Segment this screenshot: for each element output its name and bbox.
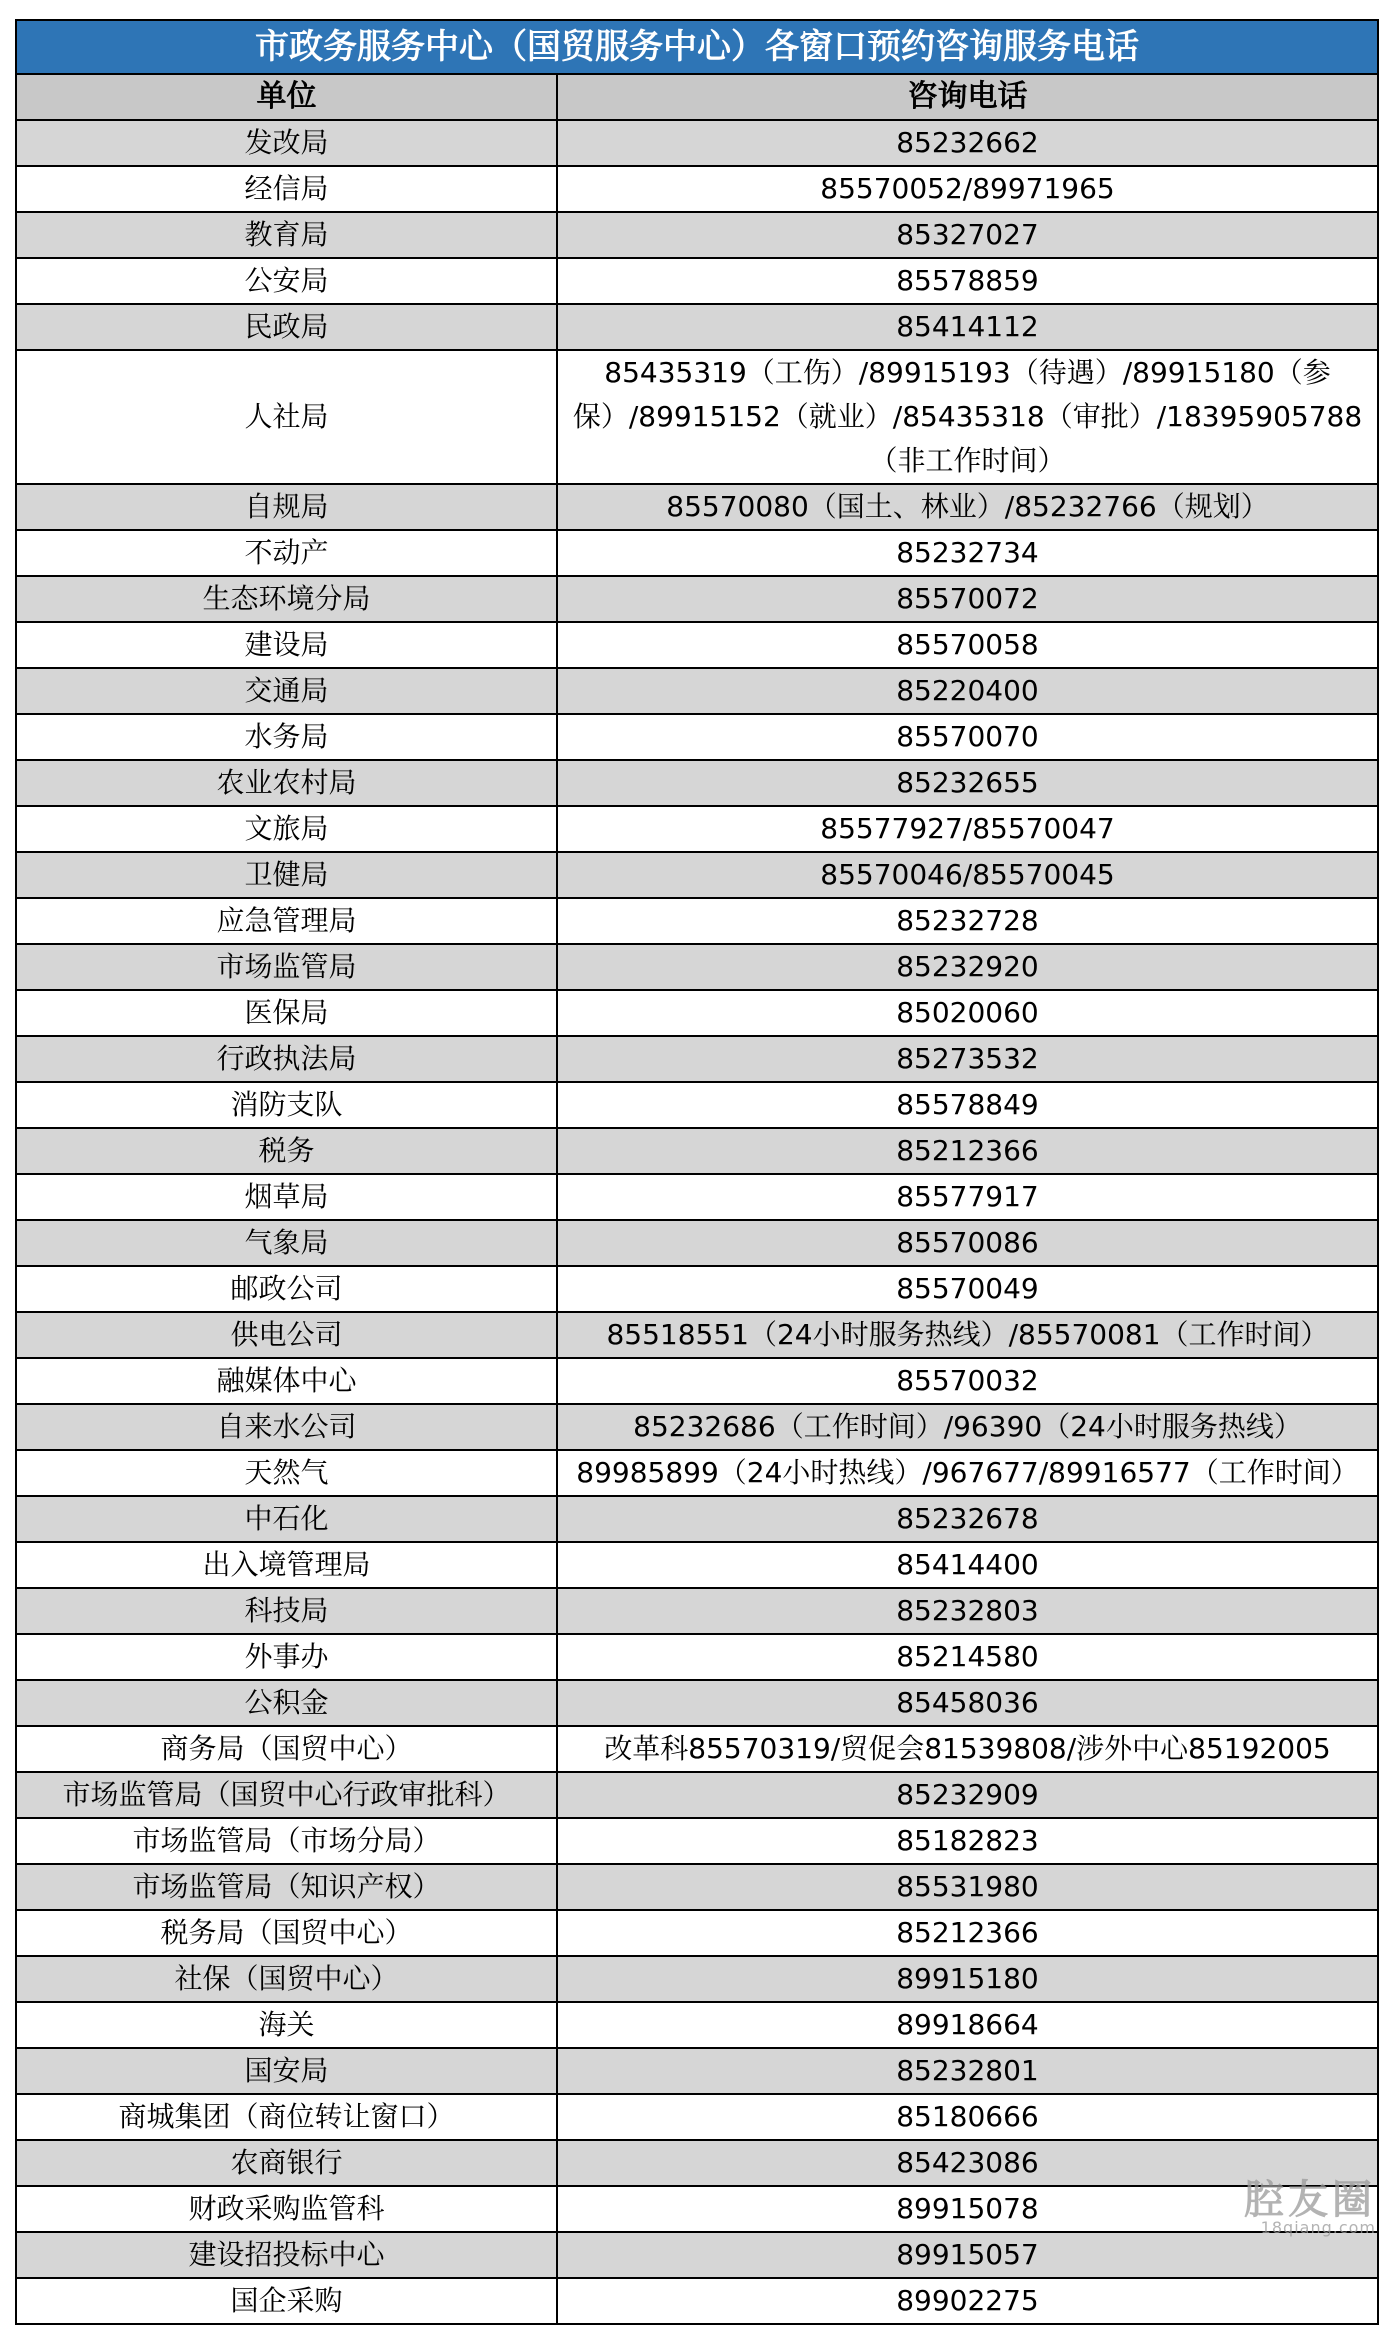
phone-cell: 85212366 bbox=[557, 1910, 1378, 1956]
unit-cell: 公安局 bbox=[16, 258, 557, 304]
phone-cell: 85232801 bbox=[557, 2048, 1378, 2094]
unit-cell: 税务 bbox=[16, 1128, 557, 1174]
phone-cell: 85518551（24小时服务热线）/85570081（工作时间） bbox=[557, 1312, 1378, 1358]
table-row bbox=[16, 484, 1378, 530]
table-row bbox=[16, 350, 1378, 484]
unit-cell: 医保局 bbox=[16, 990, 557, 1036]
unit-cell: 市场监管局（市场分局） bbox=[16, 1818, 557, 1864]
unit-cell: 市场监管局（知识产权） bbox=[16, 1864, 557, 1910]
phone-cell: 85570046/85570045 bbox=[557, 852, 1378, 898]
phone-cell: 改革科85570319/贸促会81539808/涉外中心85192005 bbox=[557, 1726, 1378, 1772]
table-row bbox=[16, 1312, 1378, 1358]
phone-cell: 85577917 bbox=[557, 1174, 1378, 1220]
table-row bbox=[16, 2278, 1378, 2324]
table-row bbox=[16, 1128, 1378, 1174]
unit-cell: 民政局 bbox=[16, 304, 557, 350]
table-row bbox=[16, 1910, 1378, 1956]
phone-cell: 85180666 bbox=[557, 2094, 1378, 2140]
table-row bbox=[16, 304, 1378, 350]
table-row bbox=[16, 576, 1378, 622]
unit-cell: 自来水公司 bbox=[16, 1404, 557, 1450]
phone-cell: 85458036 bbox=[557, 1680, 1378, 1726]
table-row bbox=[16, 1036, 1378, 1082]
phone-cell: 85232909 bbox=[557, 1772, 1378, 1818]
table-row bbox=[16, 258, 1378, 304]
table-row bbox=[16, 806, 1378, 852]
phone-cell: 85577927/85570047 bbox=[557, 806, 1378, 852]
table-row bbox=[16, 1404, 1378, 1450]
unit-cell: 农商银行 bbox=[16, 2140, 557, 2186]
table-row bbox=[16, 1680, 1378, 1726]
unit-cell: 天然气 bbox=[16, 1450, 557, 1496]
unit-cell: 社保（国贸中心） bbox=[16, 1956, 557, 2002]
table-row bbox=[16, 1496, 1378, 1542]
table-row bbox=[16, 2094, 1378, 2140]
table-row bbox=[16, 1542, 1378, 1588]
unit-cell: 交通局 bbox=[16, 668, 557, 714]
watermark-logo: 腔友圈 bbox=[1244, 2177, 1376, 2223]
table-row bbox=[16, 714, 1378, 760]
table-row bbox=[16, 668, 1378, 714]
table-row bbox=[16, 1864, 1378, 1910]
title-row bbox=[16, 20, 1378, 74]
table-row bbox=[16, 1772, 1378, 1818]
phone-cell: 85232728 bbox=[557, 898, 1378, 944]
phone-cell: 85570070 bbox=[557, 714, 1378, 760]
phone-cell: 85578859 bbox=[557, 258, 1378, 304]
table-title: 市政务服务中心（国贸服务中心）各窗口预约咨询服务电话 bbox=[16, 20, 1378, 74]
unit-cell: 市场监管局（国贸中心行政审批科） bbox=[16, 1772, 557, 1818]
unit-cell: 文旅局 bbox=[16, 806, 557, 852]
unit-cell: 外事办 bbox=[16, 1634, 557, 1680]
phone-cell: 85220400 bbox=[557, 668, 1378, 714]
phone-directory-table bbox=[15, 19, 1379, 2325]
phone-cell: 85570052/89971965 bbox=[557, 166, 1378, 212]
phone-cell: 85327027 bbox=[557, 212, 1378, 258]
table-row bbox=[16, 1358, 1378, 1404]
unit-cell: 消防支队 bbox=[16, 1082, 557, 1128]
table-row bbox=[16, 1266, 1378, 1312]
table-row bbox=[16, 1634, 1378, 1680]
unit-cell: 海关 bbox=[16, 2002, 557, 2048]
unit-cell: 自规局 bbox=[16, 484, 557, 530]
table-row bbox=[16, 1956, 1378, 2002]
table-row bbox=[16, 944, 1378, 990]
unit-cell: 烟草局 bbox=[16, 1174, 557, 1220]
phone-cell: 85182823 bbox=[557, 1818, 1378, 1864]
unit-cell: 公积金 bbox=[16, 1680, 557, 1726]
phone-cell: 85232662 bbox=[557, 120, 1378, 166]
table-row bbox=[16, 2186, 1378, 2232]
unit-cell: 邮政公司 bbox=[16, 1266, 557, 1312]
table-row bbox=[16, 2002, 1378, 2048]
phone-cell: 89915180 bbox=[557, 1956, 1378, 2002]
phone-cell: 89915057 bbox=[557, 2232, 1378, 2278]
unit-cell: 国安局 bbox=[16, 2048, 557, 2094]
table-body bbox=[16, 20, 1378, 2324]
phone-cell: 85531980 bbox=[557, 1864, 1378, 1910]
unit-cell: 商城集团（商位转让窗口） bbox=[16, 2094, 557, 2140]
table-row bbox=[16, 1174, 1378, 1220]
unit-cell: 生态环境分局 bbox=[16, 576, 557, 622]
unit-cell: 市场监管局 bbox=[16, 944, 557, 990]
unit-cell: 发改局 bbox=[16, 120, 557, 166]
unit-cell: 水务局 bbox=[16, 714, 557, 760]
phone-cell: 85232686（工作时间）/96390（24小时服务热线） bbox=[557, 1404, 1378, 1450]
phone-cell: 85570032 bbox=[557, 1358, 1378, 1404]
phone-cell: 85273532 bbox=[557, 1036, 1378, 1082]
phone-directory-sheet bbox=[15, 19, 1377, 2325]
watermark-domain: 18qiang.com bbox=[1260, 2218, 1376, 2237]
unit-cell: 卫健局 bbox=[16, 852, 557, 898]
table-row bbox=[16, 530, 1378, 576]
phone-cell: 85414400 bbox=[557, 1542, 1378, 1588]
phone-cell: 89902275 bbox=[557, 2278, 1378, 2324]
table-row bbox=[16, 1220, 1378, 1266]
phone-cell: 85578849 bbox=[557, 1082, 1378, 1128]
phone-cell: 85232655 bbox=[557, 760, 1378, 806]
header-row bbox=[16, 74, 1378, 120]
table-row bbox=[16, 1726, 1378, 1772]
phone-cell: 85570080（国土、林业）/85232766（规划） bbox=[557, 484, 1378, 530]
table-row bbox=[16, 2140, 1378, 2186]
unit-cell: 税务局（国贸中心） bbox=[16, 1910, 557, 1956]
phone-cell: 85232803 bbox=[557, 1588, 1378, 1634]
unit-cell: 农业农村局 bbox=[16, 760, 557, 806]
phone-cell: 85232920 bbox=[557, 944, 1378, 990]
table-row bbox=[16, 760, 1378, 806]
phone-cell: 85020060 bbox=[557, 990, 1378, 1036]
phone-cell: 85570058 bbox=[557, 622, 1378, 668]
phone-cell: 89915078 bbox=[557, 2186, 1378, 2232]
table-row bbox=[16, 898, 1378, 944]
phone-cell: 85570086 bbox=[557, 1220, 1378, 1266]
unit-cell: 不动产 bbox=[16, 530, 557, 576]
table-row bbox=[16, 1082, 1378, 1128]
unit-cell: 经信局 bbox=[16, 166, 557, 212]
table-row bbox=[16, 1588, 1378, 1634]
phone-cell: 85232734 bbox=[557, 530, 1378, 576]
phone-cell: 89918664 bbox=[557, 2002, 1378, 2048]
phone-cell: 85570072 bbox=[557, 576, 1378, 622]
phone-cell: 85214580 bbox=[557, 1634, 1378, 1680]
table-row bbox=[16, 852, 1378, 898]
header-unit: 单位 bbox=[16, 74, 557, 120]
unit-cell: 中石化 bbox=[16, 1496, 557, 1542]
table-row bbox=[16, 1450, 1378, 1496]
table-row bbox=[16, 166, 1378, 212]
unit-cell: 建设局 bbox=[16, 622, 557, 668]
phone-cell: 89985899（24小时热线）/967677/89916577（工作时间） bbox=[557, 1450, 1378, 1496]
unit-cell: 教育局 bbox=[16, 212, 557, 258]
table-row bbox=[16, 2048, 1378, 2094]
phone-cell: 85435319（工伤）/89915193（待遇）/89915180（参保）/89915152（就业）/85435318（审批）/18395905788（非工作时间） bbox=[557, 350, 1378, 484]
site-watermark bbox=[1244, 2177, 1376, 2237]
table-row bbox=[16, 990, 1378, 1036]
unit-cell: 融媒体中心 bbox=[16, 1358, 557, 1404]
unit-cell: 建设招投标中心 bbox=[16, 2232, 557, 2278]
unit-cell: 财政采购监管科 bbox=[16, 2186, 557, 2232]
unit-cell: 应急管理局 bbox=[16, 898, 557, 944]
phone-cell: 85414112 bbox=[557, 304, 1378, 350]
phone-cell: 85212366 bbox=[557, 1128, 1378, 1174]
unit-cell: 人社局 bbox=[16, 350, 557, 484]
table-row bbox=[16, 622, 1378, 668]
header-phone: 咨询电话 bbox=[557, 74, 1378, 120]
unit-cell: 商务局（国贸中心） bbox=[16, 1726, 557, 1772]
phone-cell: 85570049 bbox=[557, 1266, 1378, 1312]
phone-cell: 85423086 bbox=[557, 2140, 1378, 2186]
table-row bbox=[16, 1818, 1378, 1864]
unit-cell: 气象局 bbox=[16, 1220, 557, 1266]
unit-cell: 科技局 bbox=[16, 1588, 557, 1634]
phone-cell: 85232678 bbox=[557, 1496, 1378, 1542]
unit-cell: 国企采购 bbox=[16, 2278, 557, 2324]
table-row bbox=[16, 120, 1378, 166]
unit-cell: 出入境管理局 bbox=[16, 1542, 557, 1588]
table-row bbox=[16, 212, 1378, 258]
unit-cell: 供电公司 bbox=[16, 1312, 557, 1358]
table-row bbox=[16, 2232, 1378, 2278]
unit-cell: 行政执法局 bbox=[16, 1036, 557, 1082]
